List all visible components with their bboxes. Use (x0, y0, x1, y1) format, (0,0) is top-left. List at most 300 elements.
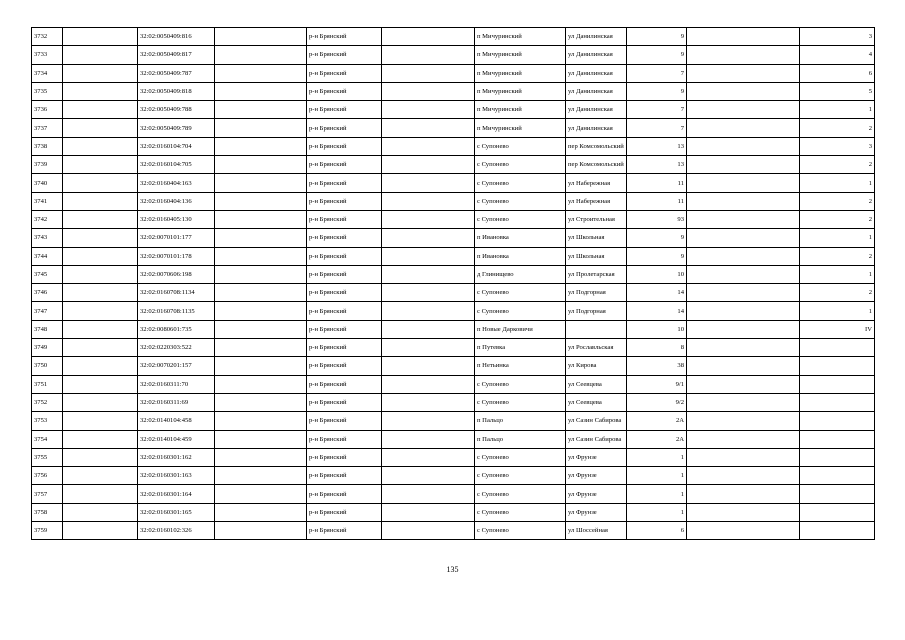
empty-cell (215, 156, 307, 174)
empty-cell (382, 430, 475, 448)
cadastral-number-cell: 32:02:0160311:69 (138, 393, 215, 411)
empty-cell (687, 357, 800, 375)
empty-cell (63, 156, 138, 174)
empty-cell (215, 522, 307, 540)
street-cell: ул Данилинская (566, 46, 627, 64)
empty-cell (382, 210, 475, 228)
empty-cell (687, 320, 800, 338)
empty-cell (215, 284, 307, 302)
cadastral-number-cell: 32:02:0160404:163 (138, 174, 215, 192)
locality-cell: с Супонево (475, 210, 566, 228)
house-number-cell: 13 (627, 137, 687, 155)
street-cell: ул Школьная (566, 229, 627, 247)
empty-cell (63, 485, 138, 503)
empty-cell (687, 522, 800, 540)
street-cell: ул Фрунзе (566, 485, 627, 503)
house-number-cell: 1 (627, 485, 687, 503)
cadastral-number-cell: 32:02:0080601:735 (138, 320, 215, 338)
row-number-cell: 3737 (32, 119, 63, 137)
apartment-cell: 2 (800, 247, 875, 265)
empty-cell (687, 375, 800, 393)
empty-cell (382, 265, 475, 283)
street-cell: ул Подгорная (566, 302, 627, 320)
apartment-cell (800, 467, 875, 485)
table-row (32, 229, 875, 247)
empty-cell (215, 119, 307, 137)
empty-cell (382, 339, 475, 357)
street-cell: ул Фрунзе (566, 467, 627, 485)
empty-cell (215, 485, 307, 503)
empty-cell (215, 375, 307, 393)
empty-cell (687, 210, 800, 228)
empty-cell (215, 503, 307, 521)
empty-cell (687, 64, 800, 82)
apartment-cell: 1 (800, 174, 875, 192)
table-row (32, 339, 875, 357)
apartment-cell: 6 (800, 64, 875, 82)
apartment-cell: 3 (800, 137, 875, 155)
cadastral-number-cell: 32:02:0160301:162 (138, 448, 215, 466)
cadastral-number-cell: 32:02:0070201:157 (138, 357, 215, 375)
locality-cell: д Глинищево (475, 265, 566, 283)
locality-cell: с Супонево (475, 448, 566, 466)
cadastral-number-cell: 32:02:0140104:459 (138, 430, 215, 448)
row-number-cell: 3754 (32, 430, 63, 448)
house-number-cell: 10 (627, 320, 687, 338)
empty-cell (382, 82, 475, 100)
row-number-cell: 3732 (32, 28, 63, 46)
street-cell: пер Комсомольский (566, 156, 627, 174)
row-number-cell: 3749 (32, 339, 63, 357)
cadastral-number-cell: 32:02:0160301:165 (138, 503, 215, 521)
empty-cell (382, 229, 475, 247)
cadastral-number-cell: 32:02:0050409:789 (138, 119, 215, 137)
locality-cell: п Ивановка (475, 229, 566, 247)
table-row (32, 28, 875, 46)
empty-cell (687, 229, 800, 247)
empty-cell (63, 46, 138, 64)
row-number-cell: 3757 (32, 485, 63, 503)
empty-cell (687, 430, 800, 448)
locality-cell: с Супонево (475, 467, 566, 485)
locality-cell: п Нетьинка (475, 357, 566, 375)
cadastral-number-cell: 32:02:0050409:818 (138, 82, 215, 100)
apartment-cell (800, 448, 875, 466)
empty-cell (63, 229, 138, 247)
empty-cell (687, 28, 800, 46)
table-row (32, 210, 875, 228)
empty-cell (382, 485, 475, 503)
locality-cell: п Мичуринский (475, 119, 566, 137)
apartment-cell: 1 (800, 229, 875, 247)
house-number-cell: 11 (627, 174, 687, 192)
apartment-cell: 2 (800, 156, 875, 174)
house-number-cell: 8 (627, 339, 687, 357)
row-number-cell: 3751 (32, 375, 63, 393)
district-cell: р-н Брянский (307, 229, 382, 247)
cadastral-number-cell: 32:02:0070606:198 (138, 265, 215, 283)
house-number-cell: 7 (627, 64, 687, 82)
empty-cell (63, 174, 138, 192)
empty-cell (687, 503, 800, 521)
house-number-cell: 9/1 (627, 375, 687, 393)
empty-cell (215, 357, 307, 375)
district-cell: р-н Брянский (307, 522, 382, 540)
empty-cell (382, 393, 475, 411)
district-cell: р-н Брянский (307, 339, 382, 357)
empty-cell (63, 393, 138, 411)
locality-cell: п Мичуринский (475, 101, 566, 119)
house-number-cell: 14 (627, 302, 687, 320)
empty-cell (687, 339, 800, 357)
empty-cell (382, 284, 475, 302)
street-cell: пер Комсомольский (566, 137, 627, 155)
street-cell: ул Сеевцева (566, 393, 627, 411)
locality-cell: п Пальцо (475, 412, 566, 430)
house-number-cell: 9 (627, 247, 687, 265)
apartment-cell (800, 375, 875, 393)
empty-cell (215, 302, 307, 320)
empty-cell (687, 46, 800, 64)
street-cell: ул Сазин Сабирова (566, 412, 627, 430)
empty-cell (215, 174, 307, 192)
empty-cell (215, 448, 307, 466)
table-row (32, 430, 875, 448)
row-number-cell: 3758 (32, 503, 63, 521)
empty-cell (687, 174, 800, 192)
empty-cell (382, 412, 475, 430)
apartment-cell (800, 430, 875, 448)
district-cell: р-н Брянский (307, 357, 382, 375)
locality-cell: п Мичуринский (475, 28, 566, 46)
table-row (32, 284, 875, 302)
table-row (32, 467, 875, 485)
street-cell: ул Шоссейная (566, 522, 627, 540)
district-cell: р-н Брянский (307, 46, 382, 64)
cadastral-number-cell: 32:02:0050409:817 (138, 46, 215, 64)
table-row (32, 485, 875, 503)
empty-cell (63, 503, 138, 521)
house-number-cell: 2А (627, 412, 687, 430)
apartment-cell (800, 412, 875, 430)
apartment-cell: 1 (800, 302, 875, 320)
cadastral-number-cell: 32:02:0050409:788 (138, 101, 215, 119)
street-cell: ул Набережная (566, 174, 627, 192)
empty-cell (215, 320, 307, 338)
locality-cell: п Мичуринский (475, 46, 566, 64)
table-row (32, 357, 875, 375)
apartment-cell (800, 485, 875, 503)
apartment-cell: 4 (800, 46, 875, 64)
row-number-cell: 3739 (32, 156, 63, 174)
apartment-cell: 2 (800, 284, 875, 302)
apartment-cell (800, 339, 875, 357)
locality-cell: с Супонево (475, 192, 566, 210)
locality-cell: п Мичуринский (475, 64, 566, 82)
row-number-cell: 3744 (32, 247, 63, 265)
empty-cell (382, 156, 475, 174)
empty-cell (687, 156, 800, 174)
apartment-cell: IV (800, 320, 875, 338)
street-cell: ул Школьная (566, 247, 627, 265)
empty-cell (687, 467, 800, 485)
house-number-cell: 38 (627, 357, 687, 375)
row-number-cell: 3736 (32, 101, 63, 119)
house-number-cell: 9/2 (627, 393, 687, 411)
table-row (32, 119, 875, 137)
street-cell: ул Данилинская (566, 101, 627, 119)
empty-cell (382, 320, 475, 338)
locality-cell: п Мичуринский (475, 82, 566, 100)
district-cell: р-н Брянский (307, 503, 382, 521)
street-cell: ул Данилинская (566, 119, 627, 137)
table-row (32, 375, 875, 393)
empty-cell (215, 28, 307, 46)
empty-cell (687, 247, 800, 265)
locality-cell: п Путевка (475, 339, 566, 357)
house-number-cell: 1 (627, 448, 687, 466)
empty-cell (63, 64, 138, 82)
empty-cell (63, 192, 138, 210)
table-row (32, 192, 875, 210)
street-cell: ул Подгорная (566, 284, 627, 302)
district-cell: р-н Брянский (307, 375, 382, 393)
empty-cell (687, 101, 800, 119)
empty-cell (382, 28, 475, 46)
empty-cell (63, 119, 138, 137)
locality-cell: п Ивановка (475, 247, 566, 265)
house-number-cell: 93 (627, 210, 687, 228)
row-number-cell: 3755 (32, 448, 63, 466)
locality-cell: с Супонево (475, 503, 566, 521)
district-cell: р-н Брянский (307, 265, 382, 283)
empty-cell (63, 522, 138, 540)
table-row (32, 101, 875, 119)
empty-cell (382, 64, 475, 82)
apartment-cell: 1 (800, 265, 875, 283)
street-cell: ул Сеевцева (566, 375, 627, 393)
locality-cell: с Супонево (475, 485, 566, 503)
table-row (32, 174, 875, 192)
district-cell: р-н Брянский (307, 393, 382, 411)
cadastral-number-cell: 32:02:0160104:704 (138, 137, 215, 155)
apartment-cell: 1 (800, 101, 875, 119)
district-cell: р-н Брянский (307, 174, 382, 192)
house-number-cell: 6 (627, 522, 687, 540)
house-number-cell: 1 (627, 503, 687, 521)
district-cell: р-н Брянский (307, 101, 382, 119)
apartment-cell: 2 (800, 119, 875, 137)
apartment-cell (800, 503, 875, 521)
empty-cell (382, 119, 475, 137)
street-cell: ул Фрунзе (566, 448, 627, 466)
street-cell: ул Данилинская (566, 64, 627, 82)
apartment-cell: 2 (800, 210, 875, 228)
district-cell: р-н Брянский (307, 448, 382, 466)
table-row (32, 320, 875, 338)
empty-cell (382, 302, 475, 320)
empty-cell (215, 229, 307, 247)
empty-cell (215, 137, 307, 155)
empty-cell (687, 137, 800, 155)
district-cell: р-н Брянский (307, 137, 382, 155)
empty-cell (63, 82, 138, 100)
row-number-cell: 3746 (32, 284, 63, 302)
apartment-cell: 3 (800, 28, 875, 46)
row-number-cell: 3738 (32, 137, 63, 155)
house-number-cell: 9 (627, 229, 687, 247)
table-row (32, 448, 875, 466)
district-cell: р-н Брянский (307, 28, 382, 46)
apartment-cell: 2 (800, 192, 875, 210)
empty-cell (382, 503, 475, 521)
empty-cell (382, 448, 475, 466)
empty-cell (215, 467, 307, 485)
locality-cell: п Новые Дарковичи (475, 320, 566, 338)
table-row (32, 412, 875, 430)
street-cell: ул Данилинская (566, 28, 627, 46)
empty-cell (215, 46, 307, 64)
row-number-cell: 3743 (32, 229, 63, 247)
locality-cell: с Супонево (475, 156, 566, 174)
table-row (32, 393, 875, 411)
empty-cell (215, 247, 307, 265)
empty-cell (215, 412, 307, 430)
empty-cell (687, 412, 800, 430)
empty-cell (382, 192, 475, 210)
table-row (32, 82, 875, 100)
empty-cell (382, 46, 475, 64)
table-row (32, 46, 875, 64)
house-number-cell: 14 (627, 284, 687, 302)
row-number-cell: 3759 (32, 522, 63, 540)
cadastral-number-cell: 32:02:0160404:136 (138, 192, 215, 210)
empty-cell (63, 375, 138, 393)
empty-cell (687, 485, 800, 503)
table-row (32, 522, 875, 540)
house-number-cell: 9 (627, 28, 687, 46)
row-number-cell: 3752 (32, 393, 63, 411)
cadastral-number-cell: 32:02:0160708:1134 (138, 284, 215, 302)
cadastral-number-cell: 32:02:0050409:816 (138, 28, 215, 46)
street-cell: ул Сазин Сабирова (566, 430, 627, 448)
table-row (32, 64, 875, 82)
empty-cell (687, 192, 800, 210)
apartment-cell (800, 393, 875, 411)
row-number-cell: 3734 (32, 64, 63, 82)
apartment-cell (800, 522, 875, 540)
empty-cell (63, 412, 138, 430)
page-number: 135 (446, 565, 459, 574)
cadastral-number-cell: 32:02:0160301:163 (138, 467, 215, 485)
empty-cell (63, 467, 138, 485)
empty-cell (63, 265, 138, 283)
district-cell: р-н Брянский (307, 467, 382, 485)
empty-cell (63, 302, 138, 320)
empty-cell (63, 320, 138, 338)
empty-cell (382, 101, 475, 119)
house-number-cell: 1 (627, 467, 687, 485)
house-number-cell: 9 (627, 82, 687, 100)
empty-cell (215, 430, 307, 448)
locality-cell: с Супонево (475, 174, 566, 192)
district-cell: р-н Брянский (307, 192, 382, 210)
empty-cell (215, 82, 307, 100)
empty-cell (215, 393, 307, 411)
row-number-cell: 3753 (32, 412, 63, 430)
registry-table (31, 27, 875, 540)
locality-cell: п Пальцо (475, 430, 566, 448)
locality-cell: с Супонево (475, 137, 566, 155)
empty-cell (215, 210, 307, 228)
empty-cell (382, 174, 475, 192)
empty-cell (63, 247, 138, 265)
row-number-cell: 3741 (32, 192, 63, 210)
cadastral-number-cell: 32:02:0220303:522 (138, 339, 215, 357)
empty-cell (687, 284, 800, 302)
district-cell: р-н Брянский (307, 64, 382, 82)
row-number-cell: 3745 (32, 265, 63, 283)
apartment-cell (800, 357, 875, 375)
district-cell: р-н Брянский (307, 320, 382, 338)
row-number-cell: 3748 (32, 320, 63, 338)
table-row (32, 156, 875, 174)
street-cell: ул Рославльская (566, 339, 627, 357)
district-cell: р-н Брянский (307, 284, 382, 302)
locality-cell: с Супонево (475, 284, 566, 302)
row-number-cell: 3735 (32, 82, 63, 100)
empty-cell (687, 82, 800, 100)
locality-cell: с Супонево (475, 302, 566, 320)
empty-cell (215, 64, 307, 82)
house-number-cell: 2А (627, 430, 687, 448)
cadastral-number-cell: 32:02:0160301:164 (138, 485, 215, 503)
district-cell: р-н Брянский (307, 412, 382, 430)
cadastral-number-cell: 32:02:0160311:70 (138, 375, 215, 393)
cadastral-number-cell: 32:02:0160405:130 (138, 210, 215, 228)
street-cell: ул Данилинская (566, 82, 627, 100)
empty-cell (63, 101, 138, 119)
house-number-cell: 7 (627, 101, 687, 119)
house-number-cell: 13 (627, 156, 687, 174)
district-cell: р-н Брянский (307, 82, 382, 100)
empty-cell (215, 101, 307, 119)
cadastral-number-cell: 32:02:0160708:1135 (138, 302, 215, 320)
empty-cell (63, 357, 138, 375)
house-number-cell: 10 (627, 265, 687, 283)
empty-cell (687, 302, 800, 320)
house-number-cell: 9 (627, 46, 687, 64)
table-row (32, 247, 875, 265)
row-number-cell: 3733 (32, 46, 63, 64)
locality-cell: с Супонево (475, 375, 566, 393)
district-cell: р-н Брянский (307, 302, 382, 320)
empty-cell (63, 284, 138, 302)
empty-cell (63, 448, 138, 466)
cadastral-number-cell: 32:02:0140104:458 (138, 412, 215, 430)
empty-cell (215, 339, 307, 357)
street-cell: ул Строительная (566, 210, 627, 228)
street-cell: ул Фрунзе (566, 503, 627, 521)
table-row (32, 302, 875, 320)
cadastral-number-cell: 32:02:0160104:705 (138, 156, 215, 174)
table-row (32, 503, 875, 521)
empty-cell (687, 393, 800, 411)
cadastral-number-cell: 32:02:0050409:787 (138, 64, 215, 82)
street-cell (566, 320, 627, 338)
row-number-cell: 3750 (32, 357, 63, 375)
district-cell: р-н Брянский (307, 119, 382, 137)
